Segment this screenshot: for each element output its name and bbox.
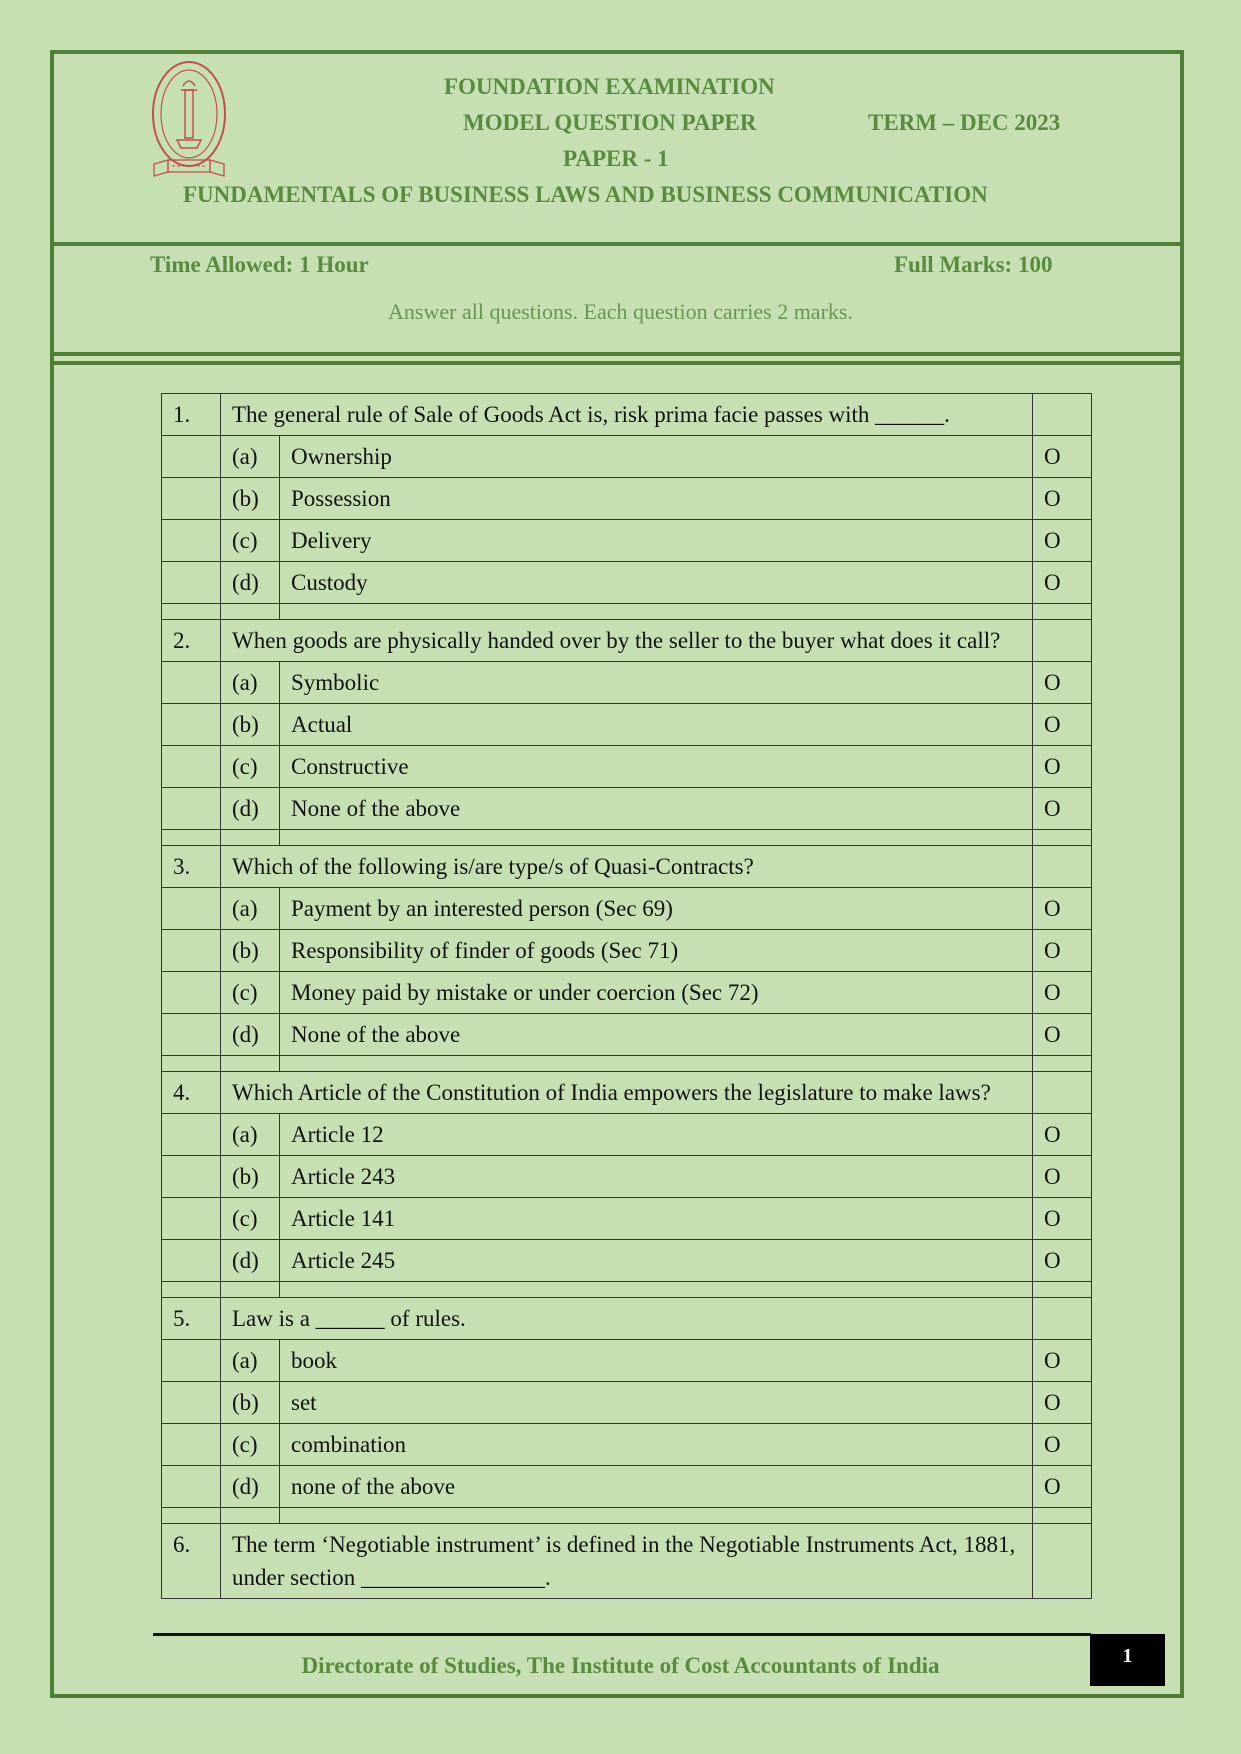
answer-cell-empty (1033, 394, 1092, 436)
option-row (162, 746, 1092, 788)
option-row (162, 436, 1092, 478)
option-radio[interactable]: O (1033, 1424, 1092, 1466)
option-radio[interactable]: O (1033, 1240, 1092, 1282)
option-label: (a) (221, 1114, 280, 1156)
spacer-cell (162, 1508, 221, 1524)
option-row (162, 788, 1092, 830)
option-row (162, 888, 1092, 930)
header-divider (50, 242, 1184, 246)
option-radio[interactable]: O (1033, 1382, 1092, 1424)
question-row (162, 394, 1092, 436)
option-label: (c) (221, 746, 280, 788)
option-row (162, 1114, 1092, 1156)
question-text: Law is a ______ of rules. (221, 1298, 1033, 1340)
answer-cell-empty (1033, 1072, 1092, 1114)
option-row (162, 704, 1092, 746)
option-text: Article 243 (280, 1156, 1033, 1198)
option-row (162, 1424, 1092, 1466)
spacer-cell (221, 604, 280, 620)
option-text: Constructive (280, 746, 1033, 788)
option-spacer (162, 1114, 221, 1156)
answer-cell-empty (1033, 1524, 1092, 1599)
option-text: Delivery (280, 520, 1033, 562)
question-number: 4. (162, 1072, 221, 1114)
option-label: (b) (221, 930, 280, 972)
option-text: None of the above (280, 788, 1033, 830)
spacer-cell (221, 1282, 280, 1298)
option-label: (c) (221, 1424, 280, 1466)
option-row (162, 930, 1092, 972)
header-divider-double-bottom (50, 361, 1184, 365)
instructions: Answer all questions. Each question carries 2 marks. (388, 299, 853, 324)
spacer-cell (280, 1282, 1033, 1298)
option-label: (a) (221, 436, 280, 478)
spacer-cell (221, 1056, 280, 1072)
option-radio[interactable]: O (1033, 930, 1092, 972)
spacer-cell (221, 1508, 280, 1524)
option-text: Symbolic (280, 662, 1033, 704)
option-text: Money paid by mistake or under coercion (Sec 72) (280, 972, 1033, 1014)
exam-title: FOUNDATION EXAMINATION (444, 74, 775, 99)
option-spacer (162, 888, 221, 930)
paper-number: PAPER - 1 (563, 146, 669, 171)
spacer-row (162, 1056, 1092, 1072)
option-text: Article 141 (280, 1198, 1033, 1240)
option-radio[interactable]: O (1033, 562, 1092, 604)
question-text: Which of the following is/are type/s of Quasi-Contracts? (221, 846, 1033, 888)
option-spacer (162, 1382, 221, 1424)
option-label: (c) (221, 972, 280, 1014)
option-row (162, 478, 1092, 520)
spacer-cell (280, 1056, 1033, 1072)
option-spacer (162, 562, 221, 604)
option-radio[interactable]: O (1033, 1466, 1092, 1508)
option-spacer (162, 436, 221, 478)
option-row (162, 1340, 1092, 1382)
option-text: Possession (280, 478, 1033, 520)
spacer-row (162, 604, 1092, 620)
option-label: (d) (221, 1240, 280, 1282)
institute-logo-icon (148, 56, 230, 184)
option-radio[interactable]: O (1033, 436, 1092, 478)
spacer-row (162, 1508, 1092, 1524)
option-spacer (162, 746, 221, 788)
option-text: Custody (280, 562, 1033, 604)
option-radio[interactable]: O (1033, 520, 1092, 562)
option-row (162, 1240, 1092, 1282)
option-label: (a) (221, 1340, 280, 1382)
question-number: 1. (162, 394, 221, 436)
option-label: (a) (221, 888, 280, 930)
time-allowed: Time Allowed: 1 Hour (150, 252, 369, 277)
option-label: (b) (221, 478, 280, 520)
question-row (162, 1524, 1092, 1599)
option-spacer (162, 1156, 221, 1198)
option-radio[interactable]: O (1033, 478, 1092, 520)
option-spacer (162, 520, 221, 562)
option-spacer (162, 1014, 221, 1056)
option-text: Payment by an interested person (Sec 69) (280, 888, 1033, 930)
questions-table (161, 393, 1092, 1599)
option-label: (a) (221, 662, 280, 704)
question-number: 2. (162, 620, 221, 662)
answer-cell-empty (1033, 846, 1092, 888)
option-row (162, 972, 1092, 1014)
option-spacer (162, 972, 221, 1014)
option-radio[interactable]: O (1033, 1198, 1092, 1240)
option-label: (b) (221, 704, 280, 746)
option-text: combination (280, 1424, 1033, 1466)
option-radio[interactable]: O (1033, 662, 1092, 704)
spacer-cell (162, 604, 221, 620)
option-row (162, 1382, 1092, 1424)
option-text: Actual (280, 704, 1033, 746)
paper-type: MODEL QUESTION PAPER (463, 110, 757, 135)
option-radio[interactable]: O (1033, 1340, 1092, 1382)
question-text: The general rule of Sale of Goods Act is, risk prima facie passes with ______. (221, 394, 1033, 436)
subject-title: FUNDAMENTALS OF BUSINESS LAWS AND BUSINESS COMMUNICATION (183, 182, 988, 207)
option-row (162, 662, 1092, 704)
option-row (162, 1198, 1092, 1240)
option-row (162, 562, 1092, 604)
option-spacer (162, 1340, 221, 1382)
spacer-cell (280, 604, 1033, 620)
question-text: When goods are physically handed over by the seller to the buyer what does it call? (221, 620, 1033, 662)
header-divider-double-top (50, 352, 1184, 356)
answer-cell-empty (1033, 1298, 1092, 1340)
option-text: Ownership (280, 436, 1033, 478)
spacer-cell (221, 830, 280, 846)
spacer-cell (280, 830, 1033, 846)
option-spacer (162, 788, 221, 830)
footer-text: Directorate of Studies, The Institute of Cost Accountants of India (301, 1653, 940, 1678)
answer-cell-empty (1033, 620, 1092, 662)
exam-term: TERM – DEC 2023 (868, 110, 1061, 135)
option-spacer (162, 1424, 221, 1466)
option-spacer (162, 662, 221, 704)
question-text: Which Article of the Constitution of India empowers the legislature to make laws? (221, 1072, 1033, 1114)
option-row (162, 520, 1092, 562)
option-label: (d) (221, 1014, 280, 1056)
footer-divider (153, 1633, 1091, 1636)
option-text: Responsibility of finder of goods (Sec 71) (280, 930, 1033, 972)
option-text: Article 12 (280, 1114, 1033, 1156)
option-radio[interactable]: O (1033, 1114, 1092, 1156)
spacer-row (162, 830, 1092, 846)
spacer-cell (280, 1508, 1033, 1524)
question-row (162, 1298, 1092, 1340)
question-row (162, 846, 1092, 888)
spacer-cell (1033, 1282, 1092, 1298)
full-marks: Full Marks: 100 (894, 252, 1053, 277)
question-row (162, 1072, 1092, 1114)
option-label: (b) (221, 1382, 280, 1424)
spacer-cell (1033, 1056, 1092, 1072)
option-radio[interactable]: O (1033, 888, 1092, 930)
spacer-cell (1033, 604, 1092, 620)
option-radio[interactable]: O (1033, 704, 1092, 746)
option-label: (c) (221, 520, 280, 562)
spacer-cell (162, 1056, 221, 1072)
option-spacer (162, 1240, 221, 1282)
question-number: 6. (162, 1524, 221, 1599)
option-radio[interactable]: O (1033, 972, 1092, 1014)
option-spacer (162, 704, 221, 746)
option-text: set (280, 1382, 1033, 1424)
option-text: None of the above (280, 1014, 1033, 1056)
option-radio[interactable]: O (1033, 746, 1092, 788)
page-number: 1 (1090, 1634, 1165, 1686)
option-label: (c) (221, 1198, 280, 1240)
spacer-row (162, 1282, 1092, 1298)
option-row (162, 1014, 1092, 1056)
option-label: (d) (221, 562, 280, 604)
spacer-cell (162, 1282, 221, 1298)
option-label: (b) (221, 1156, 280, 1198)
option-spacer (162, 930, 221, 972)
question-text: The term ‘Negotiable instrument’ is defined in the Negotiable Instruments Act, 1881, under section ________________. (221, 1524, 1033, 1599)
option-label: (d) (221, 788, 280, 830)
option-row (162, 1156, 1092, 1198)
option-spacer (162, 1198, 221, 1240)
spacer-cell (1033, 830, 1092, 846)
option-text: book (280, 1340, 1033, 1382)
option-row (162, 1466, 1092, 1508)
question-number: 3. (162, 846, 221, 888)
spacer-cell (162, 830, 221, 846)
option-label: (d) (221, 1466, 280, 1508)
spacer-cell (1033, 1508, 1092, 1524)
option-spacer (162, 1466, 221, 1508)
option-text: Article 245 (280, 1240, 1033, 1282)
option-spacer (162, 478, 221, 520)
option-radio[interactable]: O (1033, 788, 1092, 830)
option-text: none of the above (280, 1466, 1033, 1508)
question-row (162, 620, 1092, 662)
question-number: 5. (162, 1298, 221, 1340)
option-radio[interactable]: O (1033, 1156, 1092, 1198)
option-radio[interactable]: O (1033, 1014, 1092, 1056)
